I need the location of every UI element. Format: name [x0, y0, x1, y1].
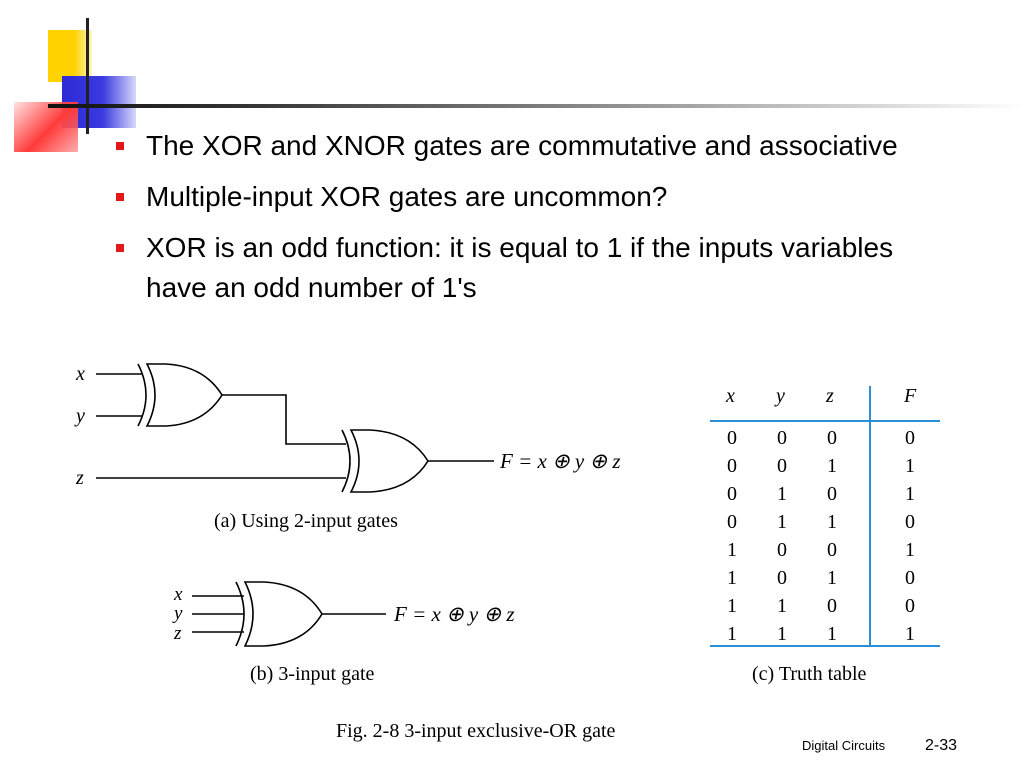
table-cell: 0 — [727, 427, 737, 449]
table-cell: 1 — [827, 567, 837, 589]
table-header-x: x — [726, 385, 735, 407]
table-cell: 0 — [727, 455, 737, 477]
table-cell: 1 — [905, 483, 915, 505]
table-body — [727, 427, 915, 645]
footer-text: Digital Circuits — [802, 738, 886, 753]
table-cell: 1 — [777, 595, 787, 617]
table-cell: 0 — [827, 539, 837, 561]
table-cell: 0 — [777, 539, 787, 561]
table-cell: 1 — [727, 567, 737, 589]
table-cell: 0 — [905, 595, 915, 617]
table-cell: 0 — [827, 427, 837, 449]
caption-b: (b) 3-input gate — [250, 663, 375, 685]
table-cell: 1 — [727, 595, 737, 617]
table-cell: 1 — [727, 539, 737, 561]
table-cell: 0 — [905, 427, 915, 449]
input-label-z: z — [76, 467, 84, 489]
table-header-f: F — [904, 385, 917, 407]
output-expression: F = x ⊕ y ⊕ z — [394, 602, 515, 626]
table-cell: 1 — [827, 623, 837, 645]
xor-gate-1 — [147, 364, 222, 426]
table-cell: 0 — [905, 511, 915, 533]
table-cell: 1 — [777, 483, 787, 505]
figure-caption: Fig. 2-8 3-input exclusive-OR gate — [336, 720, 616, 742]
table-cell: 1 — [905, 539, 915, 561]
caption-c: (c) Truth table — [752, 663, 867, 685]
input-label-y: y — [76, 405, 85, 427]
table-cell: 0 — [827, 483, 837, 505]
caption-a: (a) Using 2-input gates — [214, 510, 398, 532]
bullet-text: XOR is an odd function: it is equal to 1 if the inputs variables have an odd number of 1's — [146, 232, 894, 303]
table-cell: 0 — [777, 567, 787, 589]
input-label-x: x — [76, 363, 85, 385]
page-number: 2-33 — [925, 737, 958, 754]
bullet-text: The XOR and XNOR gates are commutative and associative — [146, 130, 898, 161]
table-cell: 1 — [905, 623, 915, 645]
table-cell: 1 — [827, 511, 837, 533]
table-cell: 1 — [777, 623, 787, 645]
table-cell: 0 — [827, 595, 837, 617]
xor-gate-back-curve — [342, 430, 350, 492]
diagram-b — [192, 582, 386, 646]
table-cell: 0 — [777, 427, 787, 449]
table-header-y: y — [776, 385, 785, 407]
input-label-x: x — [174, 584, 183, 605]
xor-gate-2 — [351, 430, 428, 492]
table-cell: 1 — [727, 623, 737, 645]
table-cell: 0 — [777, 455, 787, 477]
table-cell: 0 — [727, 511, 737, 533]
table-cell: 0 — [727, 483, 737, 505]
table-header-z: z — [826, 385, 834, 407]
output-expression: F = x ⊕ y ⊕ z — [500, 449, 621, 473]
truth-table — [710, 385, 940, 646]
input-label-y: y — [174, 603, 183, 624]
table-cell: 0 — [905, 567, 915, 589]
wire-gate1-to-gate2 — [222, 395, 346, 444]
xor-gate-3input — [245, 582, 322, 646]
table-cell: 1 — [777, 511, 787, 533]
table-cell: 1 — [827, 455, 837, 477]
diagram-a — [96, 364, 494, 492]
input-label-z: z — [174, 623, 182, 644]
table-cell: 1 — [905, 455, 915, 477]
bullet-text: Multiple-input XOR gates are uncommon? — [146, 181, 668, 212]
